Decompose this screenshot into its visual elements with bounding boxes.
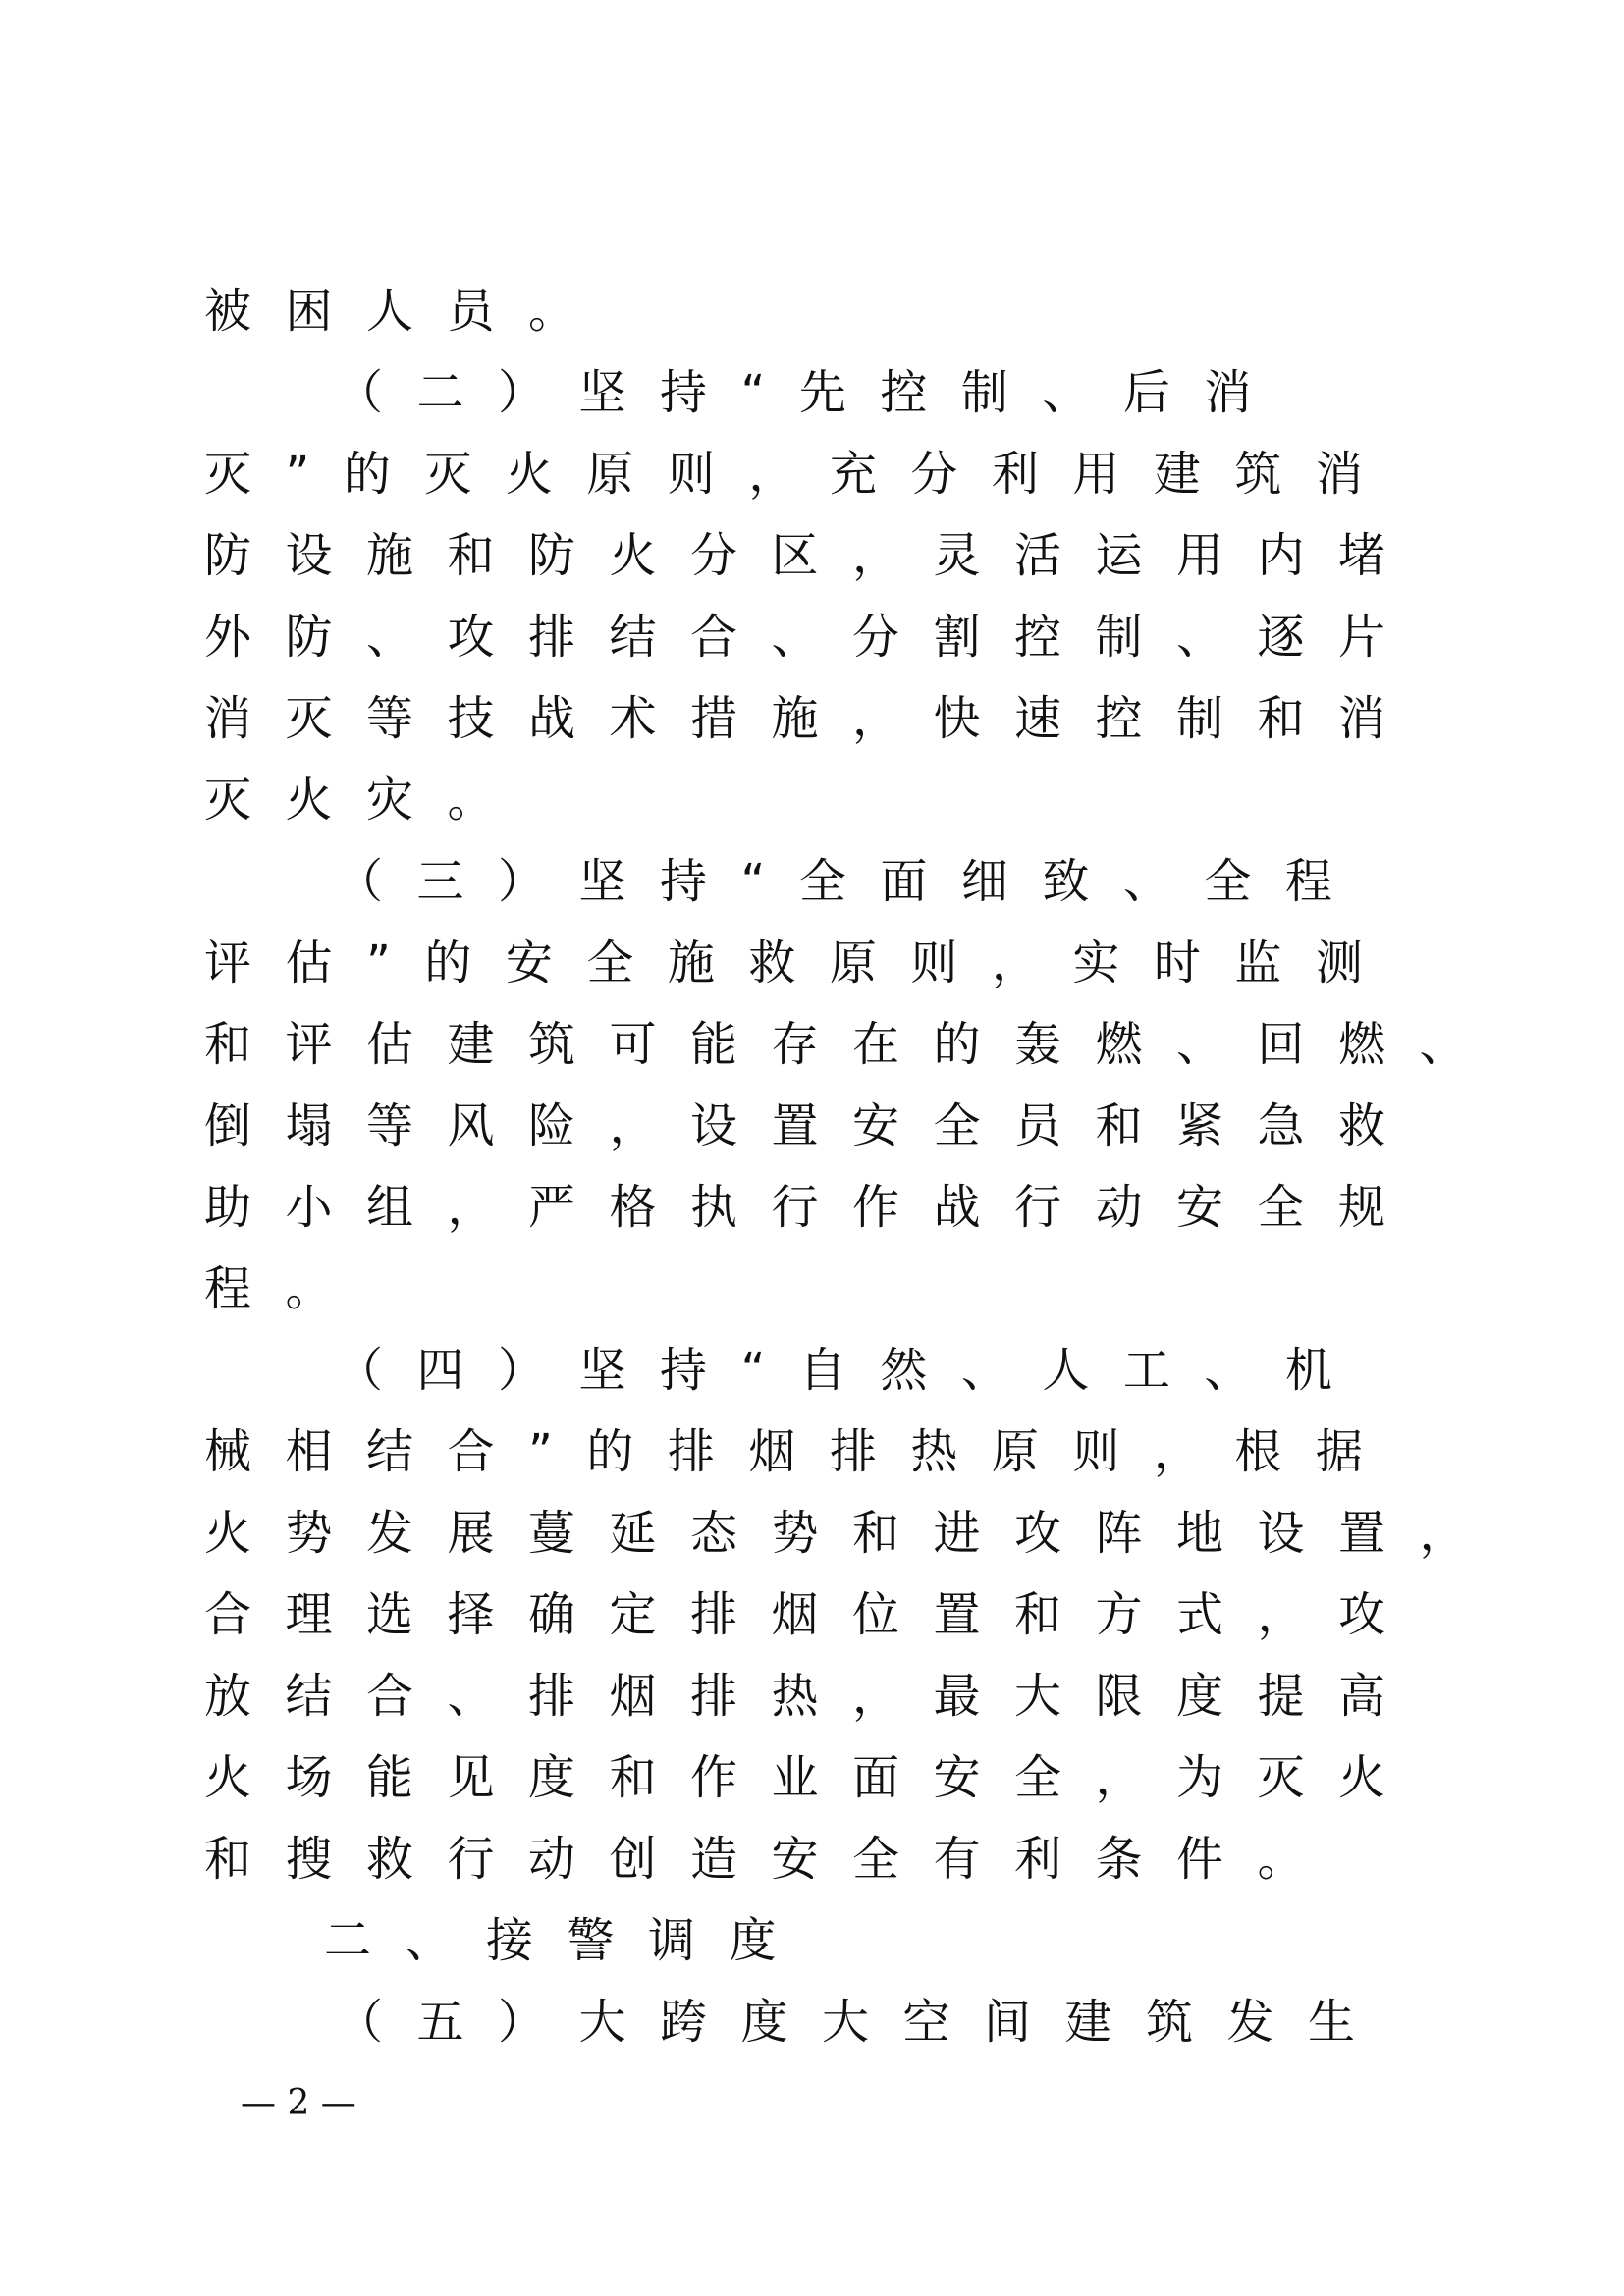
text-line-12: 助小组，严格执行作战行动安全规 [204,1180,1420,1235]
text-line-18: 放结合、排烟排热，最大限度提高 [204,1669,1420,1724]
text-line-2: （二）坚持“先控制、后消 [336,365,1285,420]
text-line-1: 被困人员。 [204,284,610,339]
text-line-13: 程。 [204,1261,367,1316]
text-line-20: 和搜救行动创造安全有利条件。 [204,1832,1339,1887]
text-line-19: 火场能见度和作业面安全，为灭火 [204,1750,1420,1805]
page-number: — 2 — [241,2083,356,2123]
text-line-5: 外防、攻排结合、分割控制、逐片 [204,610,1420,665]
text-line-9: 评估”的安全施救原则，实时监测 [204,935,1397,990]
text-line-16: 火势发展蔓延态势和进攻阵地设置， [204,1506,1501,1561]
text-line-11: 倒塌等风险，设置安全员和紧急救 [204,1098,1420,1153]
text-line-3: 灭”的灭火原则，充分利用建筑消 [204,447,1397,502]
text-line-7: 灭火灾。 [204,773,529,828]
text-line-17: 合理选择确定排烟位置和方式，攻 [204,1587,1420,1642]
text-line-15: 械相结合”的排烟排热原则，根据 [204,1424,1397,1479]
text-line-8: （三）坚持“全面细致、全程 [336,854,1367,909]
text-line-4: 防设施和防火分区，灵活运用内堵 [204,528,1420,583]
section-heading: 二、接警调度 [324,1913,811,1968]
text-line-6: 消灭等技战术措施，快速控制和消 [204,691,1420,746]
text-line-10: 和评估建筑可能存在的轰燃、回燃、 [204,1017,1501,1072]
text-line-14: （四）坚持“自然、人工、机 [336,1343,1367,1398]
text-line-22: （五）大跨度大空间建筑发生 [336,1995,1389,2050]
